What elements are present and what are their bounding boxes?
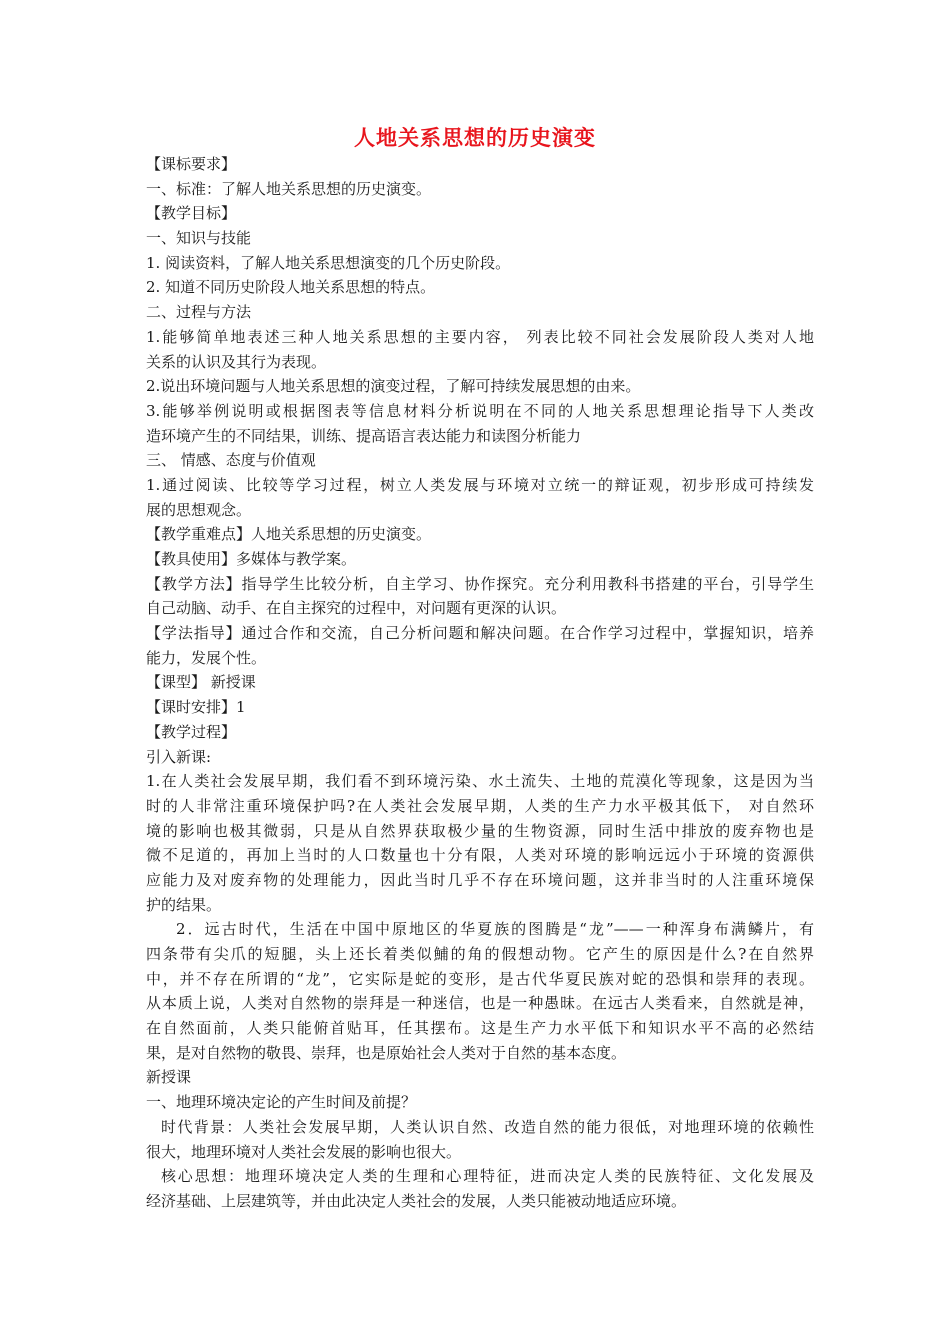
text-line: 中，并不存在所谓的“龙”，它实际是蛇的变形，是古代华夏民族对蛇的恐惧和崇拜的表现。 — [146, 969, 814, 988]
text-line: 时代背景：人类社会发展早期，人类认识自然、改造自然的能力很低，对地理环境的依赖性 — [161, 1117, 814, 1136]
text-line: 2.说出环境问题与人地关系思想的演变过程，了解可持续发展思想的由来。 — [146, 377, 641, 396]
text-line: 1.能够简单地表述三种人地关系思想的主要内容， 列表比较不同社会发展阶段人类对人地 — [146, 327, 814, 346]
text-line: 1.通过阅读、比较等学习过程，树立人类发展与环境对立统一的辩证观，初步形成可持续发 — [146, 475, 814, 494]
text-line: 能力，发展个性。 — [146, 648, 267, 667]
text-line: 2. 知道不同历史阶段人地关系思想的特点。 — [146, 278, 436, 297]
text-line: 在自然面前，人类只能俯首贴耳，任其摆布。这是生产力水平低下和知识水平不高的必然结 — [146, 1019, 814, 1038]
text-line: 引入新课: — [146, 747, 212, 766]
text-line: 一、知识与技能 — [146, 229, 252, 248]
text-line: 三、 情感、态度与价值观 — [146, 451, 316, 470]
text-line: 展的思想观念。 — [146, 500, 252, 519]
text-line: 核心思想：地理环境决定人类的生理和心理特征，进而决定人类的民族特征、文化发展及 — [161, 1167, 814, 1186]
text-line: 【课型】 新授课 — [146, 673, 256, 692]
text-line: 【学法指导】通过合作和交流，自己分析问题和解决问题。在合作学习过程中，掌握知识，培养 — [146, 624, 814, 643]
text-line: 【课时安排】1 — [146, 698, 246, 717]
text-line: 境的影响也极其微弱，只是从自然界获取极少量的生物资源，同时生活中排放的废弃物也是 — [146, 821, 814, 840]
text-line: 1. 阅读资料，了解人地关系思想演变的几个历史阶段。 — [146, 253, 511, 272]
text-line: 很大，地理环境对人类社会发展的影响也很大。 — [146, 1142, 462, 1161]
text-line: 【教具使用】多媒体与教学案。 — [146, 550, 357, 568]
text-line: 经济基础、上层建筑等，并由此决定人类社会的发展，人类只能被动地适应环境。 — [146, 1191, 687, 1210]
text-line: 时的人非常注重环境保护吗?在人类社会发展早期，人类的生产力水平极其低下， 对自然环 — [146, 796, 814, 815]
text-line: 护的结果。 — [146, 895, 222, 914]
text-line: 一、标准：了解人地关系思想的历史演变。 — [146, 179, 432, 198]
text-line: 造环境产生的不同结果，训练、提高语言表达能力和读图分析能力 — [146, 426, 582, 445]
text-line: 【教学目标】 — [146, 204, 237, 223]
text-line: 新授课 — [146, 1068, 192, 1087]
text-line: 一、地理环境决定论的产生时间及前提？ — [146, 1093, 417, 1112]
text-line: 四条带有尖爪的短腿，头上还长着类似鯆的角的假想动物。它产生的原因是什么?在自然界 — [146, 945, 814, 963]
text-line: 3.能够举例说明或根据图表等信息材料分析说明在不同的人地关系思想理论指导下人类改 — [146, 401, 814, 420]
text-line: 微不足道的，再加上当时的人口数量也十分有限，人类对环境的影响远远小于环境的资源供 — [146, 846, 814, 865]
document-body — [146, 152, 814, 1214]
text-line: 应能力及对废弃物的处理能力，因此当时几乎不存在环境问题，这并非当时的人注重环境保 — [146, 870, 814, 889]
text-line: 关系的认识及其行为表现。 — [146, 352, 327, 371]
text-line: 【教学方法】指导学生比较分析，自主学习、协作探究。充分利用教科书搭建的平台，引导学生 — [146, 574, 814, 593]
text-line: 2．远古时代，生活在中国中原地区的华夏族的图腾是“龙”——一种浑身布满鳞片，有 — [176, 920, 814, 939]
text-line: 二、过程与方法 — [146, 303, 252, 322]
text-line: 【教学过程】 — [146, 722, 237, 741]
text-line: 从本质上说，人类对自然物的崇拜是一种迷信，也是一种愚昧。在远古人类看来，自然就是神， — [146, 994, 814, 1013]
text-line: 果，是对自然物的敬畏、崇拜，也是原始社会人类对于自然的基本态度。 — [146, 1043, 627, 1062]
text-line: 【课标要求】 — [146, 155, 237, 173]
text-line: 【教学重难点】人地关系思想的历史演变。 — [146, 525, 432, 544]
text-line: 自己动脑、动手、在自主探究的过程中，对问题有更深的认识。 — [146, 599, 567, 618]
document-title: 人地关系思想的历史演变 — [354, 126, 596, 150]
text-line: 1.在人类社会发展早期，我们看不到环境污染、水土流失、土地的荒漠化等现象，这是因为当 — [146, 772, 814, 791]
